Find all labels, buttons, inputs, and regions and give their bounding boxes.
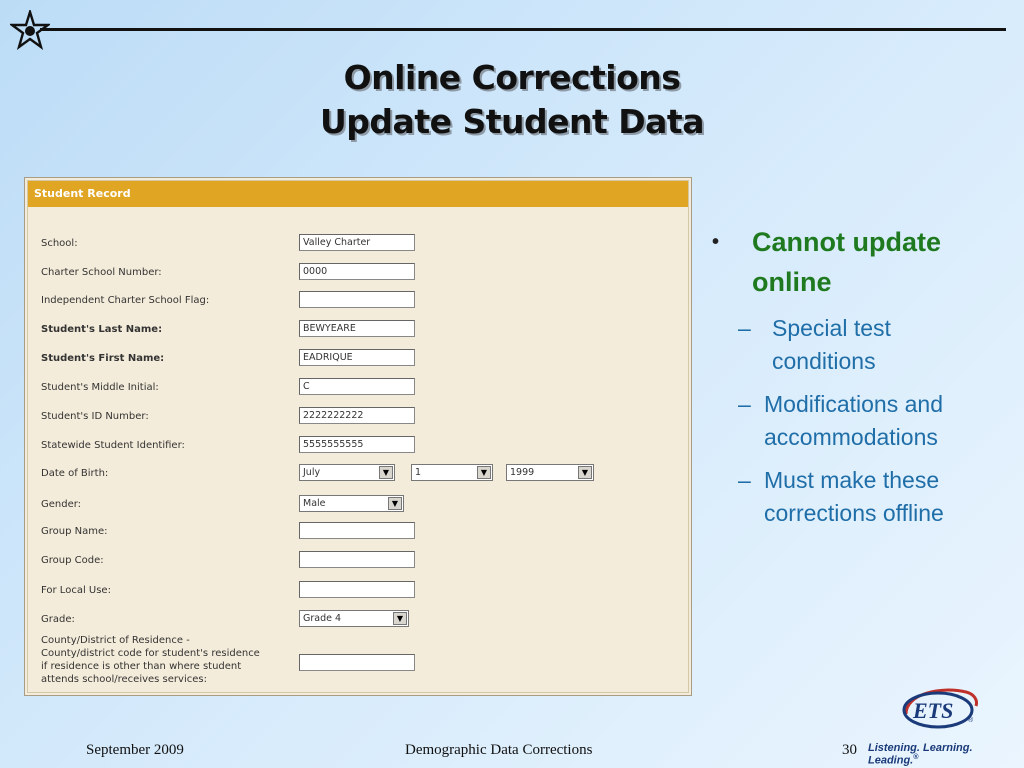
label-group-name: Group Name: bbox=[41, 526, 108, 537]
label-county-district bbox=[41, 634, 291, 686]
student-record-panel bbox=[24, 177, 692, 696]
label-dob: Date of Birth: bbox=[41, 468, 109, 479]
bullet-list bbox=[712, 222, 1012, 530]
bullet-main bbox=[712, 222, 1012, 302]
chevron-down-icon[interactable]: ▼ bbox=[393, 612, 407, 625]
footer-date: September 2009 bbox=[86, 742, 184, 758]
charter-number-input[interactable]: 0000 bbox=[299, 263, 415, 280]
page-number: 30 bbox=[842, 742, 857, 758]
footer-title: Demographic Data Corrections bbox=[405, 742, 593, 758]
gender-select[interactable] bbox=[299, 495, 404, 512]
slide-title bbox=[0, 56, 1024, 144]
county-label-line: attends school/receives services: bbox=[41, 674, 207, 685]
sub-bullet-2-line-2: accommodations bbox=[764, 424, 938, 450]
dob-year-select[interactable] bbox=[506, 464, 594, 481]
group-name-input[interactable] bbox=[299, 522, 415, 539]
sub-bullet-3-line-1: Must make these bbox=[764, 467, 940, 493]
ets-tagline-text: Listening. Learning. Leading. bbox=[868, 742, 973, 767]
chevron-down-icon[interactable]: ▼ bbox=[388, 497, 402, 510]
ets-logo-icon bbox=[900, 684, 980, 734]
ets-logo-text: ETS bbox=[913, 698, 954, 723]
dash-icon: – bbox=[738, 391, 751, 417]
label-middle-initial: Student's Middle Initial: bbox=[41, 382, 159, 393]
label-local-use: For Local Use: bbox=[41, 585, 111, 596]
title-line-1: Online Corrections bbox=[343, 58, 681, 97]
header-rule bbox=[40, 28, 1006, 31]
statewide-id-input[interactable]: 5555555555 bbox=[299, 436, 415, 453]
title-line-2: Update Student Data bbox=[320, 102, 704, 141]
label-statewide-id: Statewide Student Identifier: bbox=[41, 440, 185, 451]
chevron-down-icon[interactable]: ▼ bbox=[578, 466, 592, 479]
county-district-input[interactable] bbox=[299, 654, 415, 671]
county-label-line: if residence is other than where student bbox=[41, 661, 242, 672]
label-last-name: Student's Last Name: bbox=[41, 324, 163, 335]
label-charter-flag: Independent Charter School Flag: bbox=[41, 295, 210, 306]
dob-day-select[interactable] bbox=[411, 464, 493, 481]
local-use-input[interactable] bbox=[299, 581, 415, 598]
chevron-down-icon[interactable]: ▼ bbox=[477, 466, 491, 479]
grade-select[interactable] bbox=[299, 610, 409, 627]
label-charter-number: Charter School Number: bbox=[41, 267, 162, 278]
label-first-name: Student's First Name: bbox=[41, 353, 165, 364]
grade-value: Grade 4 bbox=[303, 613, 342, 624]
label-school: School: bbox=[41, 238, 78, 249]
label-student-id: Student's ID Number: bbox=[41, 411, 149, 422]
county-label-line: County/district code for student's residence bbox=[41, 648, 260, 659]
sub-bullet-1-line-1: Special test bbox=[772, 315, 891, 341]
last-name-input[interactable]: BEWYEARE bbox=[299, 320, 415, 337]
bullet-dot-icon: • bbox=[712, 231, 720, 253]
dob-day-value: 1 bbox=[415, 467, 422, 478]
bullet-main-line-1: Cannot update bbox=[752, 227, 941, 257]
dob-month-value: July bbox=[303, 467, 321, 478]
sub-bullet-1-line-2: conditions bbox=[772, 348, 876, 374]
middle-initial-input[interactable]: C bbox=[299, 378, 415, 395]
label-gender: Gender: bbox=[41, 499, 82, 510]
sub-bullet-1 bbox=[712, 312, 1012, 378]
first-name-input[interactable]: EADRIQUE bbox=[299, 349, 415, 366]
label-grade: Grade: bbox=[41, 614, 75, 625]
student-id-input[interactable]: 2222222222 bbox=[299, 407, 415, 424]
charter-flag-input[interactable] bbox=[299, 291, 415, 308]
sub-bullet-2 bbox=[712, 388, 1012, 454]
ets-logo-mark: ® bbox=[968, 717, 974, 724]
bullet-main-line-2: online bbox=[752, 267, 832, 297]
ets-tagline-mark: ® bbox=[913, 754, 919, 761]
dob-year-value: 1999 bbox=[510, 467, 535, 478]
group-code-input[interactable] bbox=[299, 551, 415, 568]
dash-icon: – bbox=[738, 467, 751, 493]
chevron-down-icon[interactable]: ▼ bbox=[379, 466, 393, 479]
panel-header: Student Record bbox=[28, 181, 688, 207]
label-group-code: Group Code: bbox=[41, 555, 104, 566]
sub-bullet-3-line-2: corrections offline bbox=[764, 500, 944, 526]
dob-month-select[interactable] bbox=[299, 464, 395, 481]
sub-bullet-3 bbox=[712, 464, 1012, 530]
dash-icon: – bbox=[738, 315, 751, 341]
ets-tagline bbox=[868, 742, 1024, 767]
school-input[interactable]: Valley Charter bbox=[299, 234, 415, 251]
sub-bullet-2-line-1: Modifications and bbox=[764, 391, 943, 417]
gender-value: Male bbox=[303, 498, 326, 509]
county-label-line: County/District of Residence - bbox=[41, 635, 190, 646]
